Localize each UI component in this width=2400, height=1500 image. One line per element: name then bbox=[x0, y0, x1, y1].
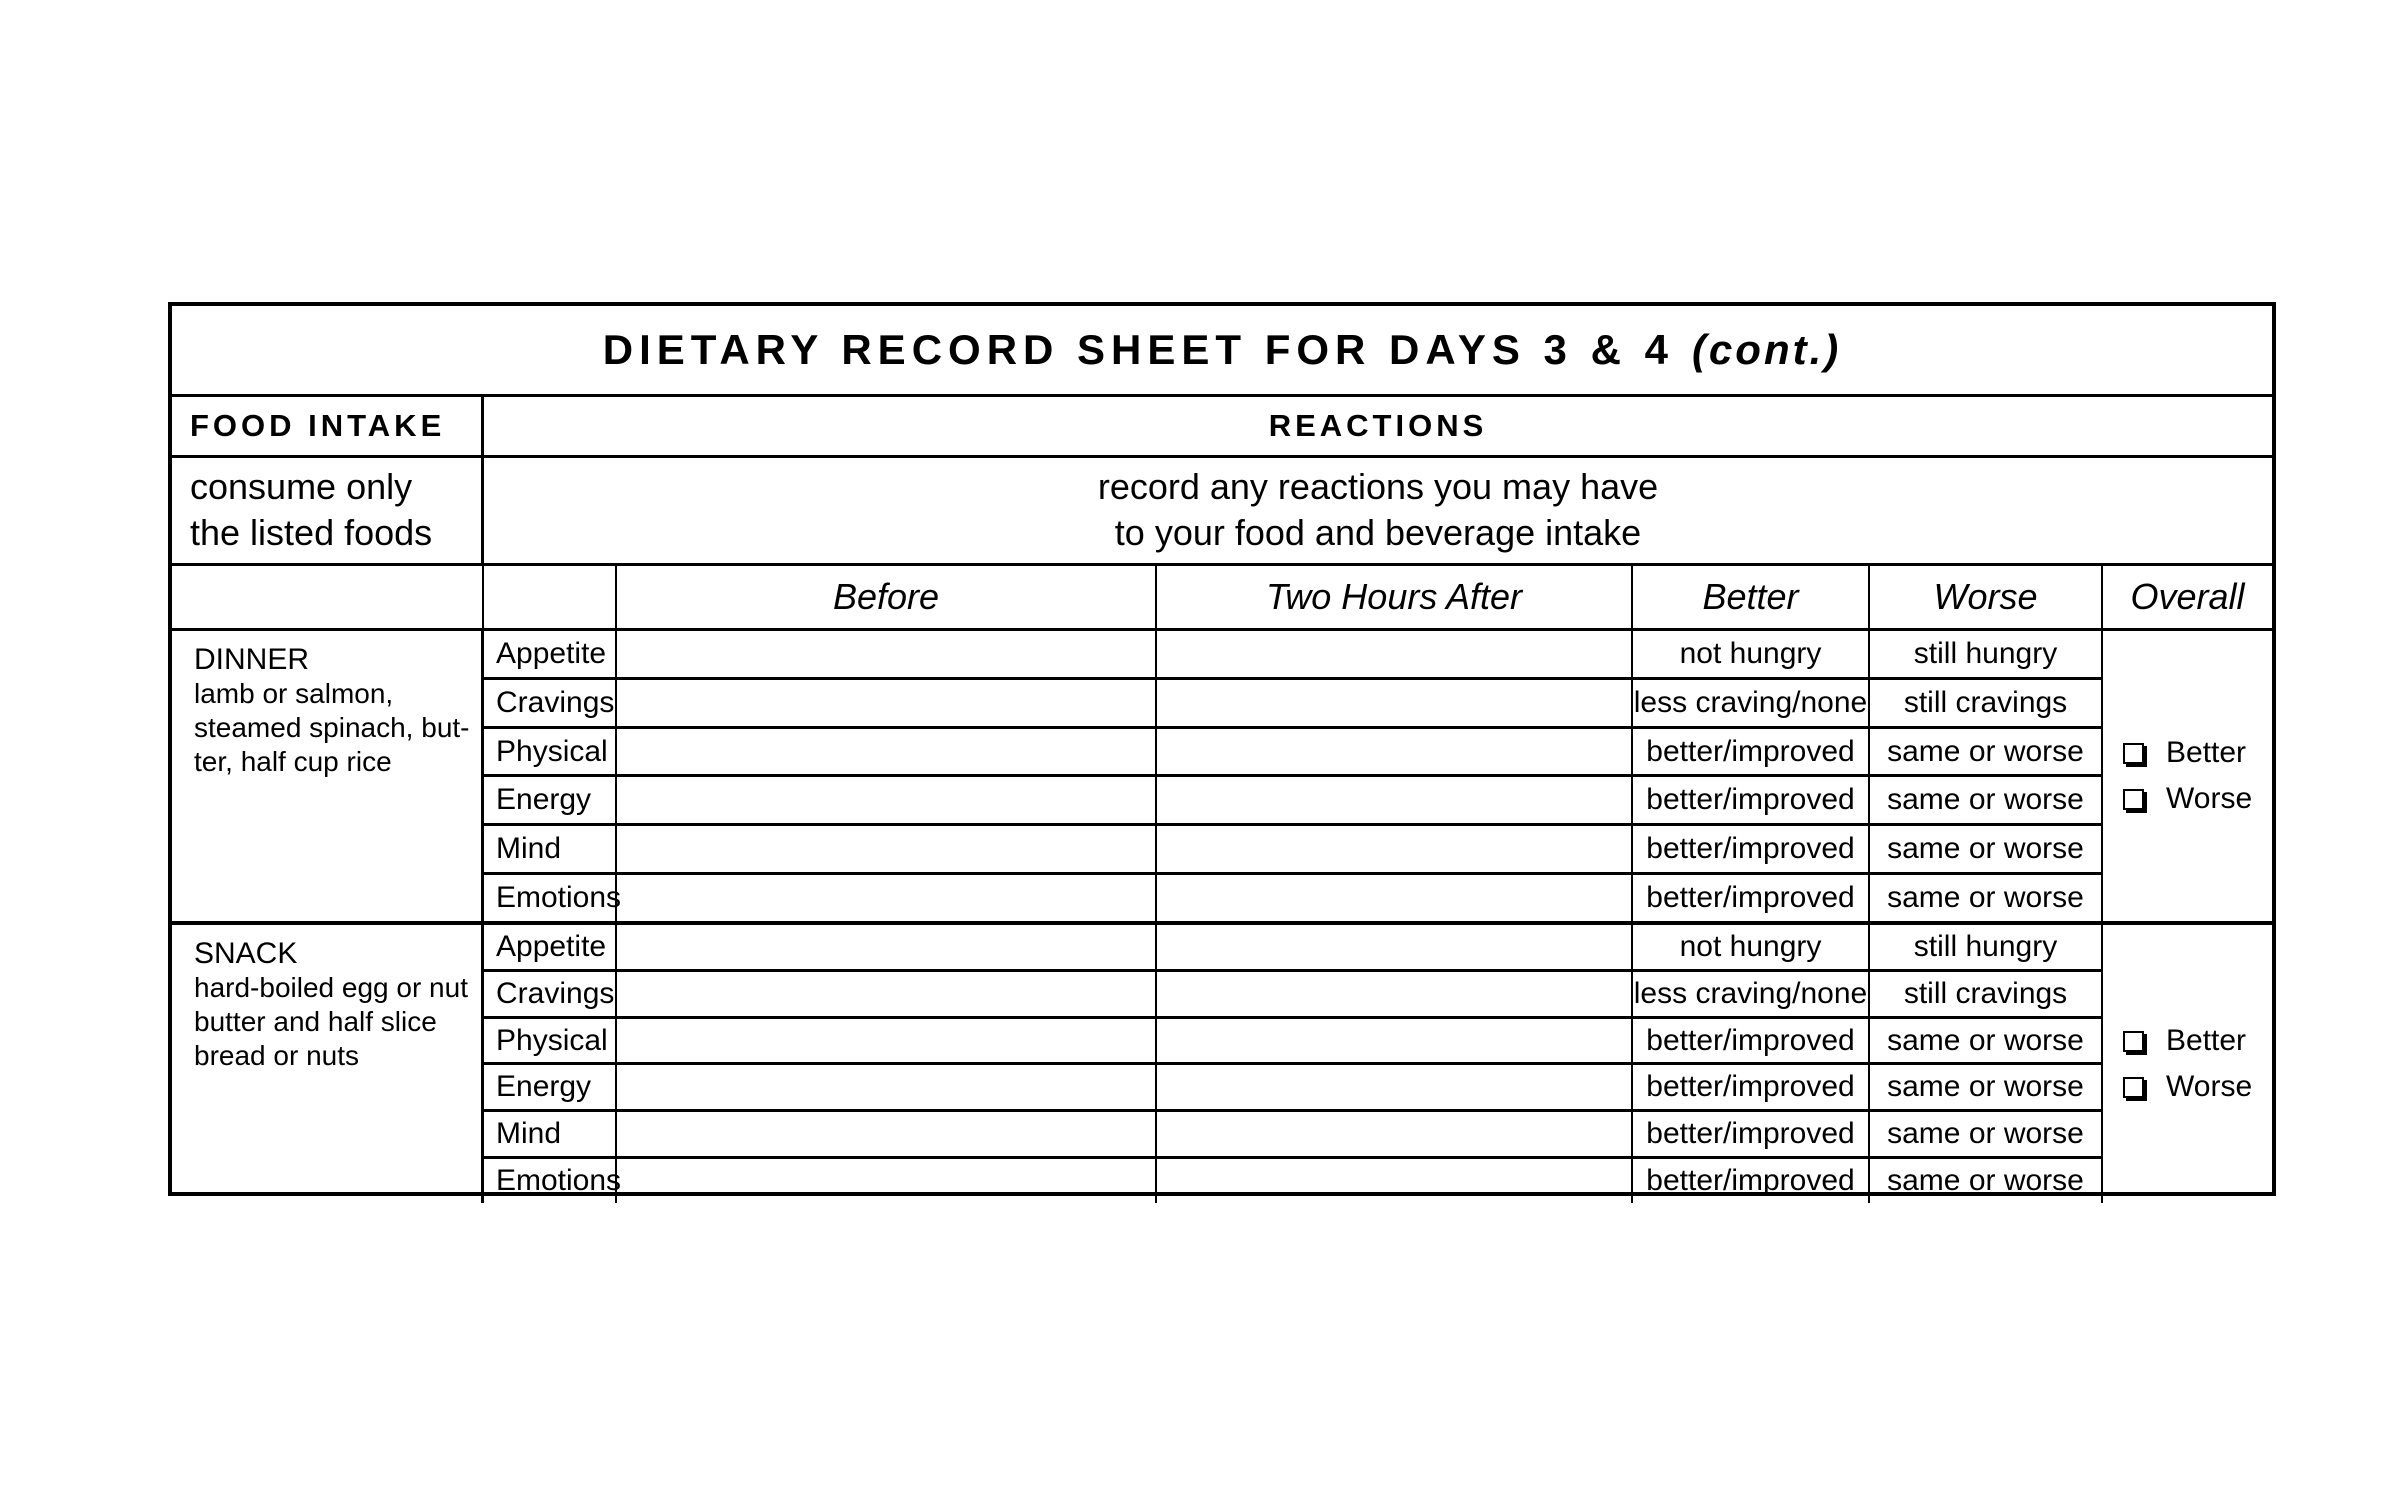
before-entry-cell[interactable] bbox=[617, 631, 1157, 677]
before-entry-cell[interactable] bbox=[617, 875, 1157, 921]
worse-option[interactable]: same or worse bbox=[1870, 1159, 2103, 1203]
reaction-row bbox=[484, 925, 2103, 972]
reaction-label: Physical bbox=[484, 1019, 617, 1063]
reaction-label: Mind bbox=[484, 1112, 617, 1156]
meal-food-line: steamed spinach, but- bbox=[194, 712, 470, 743]
reaction-label: Physical bbox=[484, 729, 617, 775]
meal-food-line: hard-boiled egg or nut bbox=[194, 972, 468, 1003]
before-column-header: Before bbox=[617, 566, 1157, 628]
better-option[interactable]: better/improved bbox=[1633, 1112, 1870, 1156]
before-entry-cell[interactable] bbox=[617, 729, 1157, 775]
reaction-row bbox=[484, 972, 2103, 1019]
before-entry-cell[interactable] bbox=[617, 925, 1157, 969]
reaction-label: Cravings bbox=[484, 972, 617, 1016]
after-column-header: Two Hours After bbox=[1157, 566, 1633, 628]
two-hours-after-entry-cell[interactable] bbox=[1157, 1065, 1633, 1109]
dietary-record-sheet bbox=[168, 302, 2276, 1196]
reaction-row bbox=[484, 1019, 2103, 1066]
reactions-header: REACTIONS bbox=[1268, 408, 1488, 443]
meal-food-cell bbox=[172, 925, 484, 1203]
meal-section-snack bbox=[172, 925, 2272, 1203]
better-option[interactable]: better/improved bbox=[1633, 729, 1870, 775]
two-hours-after-entry-cell[interactable] bbox=[1157, 972, 1633, 1016]
overall-option-worse[interactable] bbox=[2123, 776, 2272, 822]
better-column-header: Better bbox=[1633, 566, 1870, 628]
food-instructions bbox=[172, 458, 484, 563]
checkbox-icon[interactable] bbox=[2123, 743, 2144, 764]
reaction-instruction-line: record any reactions you may have bbox=[1097, 466, 1659, 507]
sheet-title bbox=[172, 306, 2272, 397]
checkbox-icon[interactable] bbox=[2123, 1077, 2144, 1098]
empty-header-cell bbox=[484, 566, 617, 628]
two-hours-after-entry-cell[interactable] bbox=[1157, 777, 1633, 823]
reaction-instruction-line: to your food and beverage intake bbox=[1114, 512, 1642, 553]
meal-section-dinner bbox=[172, 631, 2272, 925]
better-option[interactable]: not hungry bbox=[1633, 925, 1870, 969]
meal-food-line: lamb or salmon, bbox=[194, 678, 394, 709]
worse-option[interactable]: same or worse bbox=[1870, 1112, 2103, 1156]
checkbox-icon[interactable] bbox=[2123, 789, 2144, 810]
worse-option[interactable]: same or worse bbox=[1870, 875, 2103, 921]
better-option[interactable]: better/improved bbox=[1633, 1159, 1870, 1203]
overall-column-header: Overall bbox=[2130, 576, 2245, 617]
better-option[interactable]: better/improved bbox=[1633, 1019, 1870, 1063]
reaction-row bbox=[484, 631, 2103, 680]
meal-food-line: ter, half cup rice bbox=[194, 746, 392, 777]
worse-option[interactable]: still cravings bbox=[1870, 680, 2103, 726]
reaction-row bbox=[484, 826, 2103, 875]
overall-option-label: Better bbox=[2166, 736, 2247, 769]
reaction-label: Energy bbox=[484, 1065, 617, 1109]
reaction-label: Emotions bbox=[484, 875, 617, 921]
reaction-label: Cravings bbox=[484, 680, 617, 726]
reaction-label: Emotions bbox=[484, 1159, 617, 1203]
before-entry-cell[interactable] bbox=[617, 972, 1157, 1016]
reaction-row bbox=[484, 1065, 2103, 1112]
before-entry-cell[interactable] bbox=[617, 1019, 1157, 1063]
better-option[interactable]: better/improved bbox=[1633, 826, 1870, 872]
meal-food-line: bread or nuts bbox=[194, 1040, 359, 1071]
reaction-label: Energy bbox=[484, 777, 617, 823]
instructions-row bbox=[172, 458, 2272, 566]
better-option[interactable]: better/improved bbox=[1633, 875, 1870, 921]
overall-option-better[interactable] bbox=[2123, 730, 2272, 776]
before-entry-cell[interactable] bbox=[617, 1112, 1157, 1156]
worse-option[interactable]: same or worse bbox=[1870, 1065, 2103, 1109]
two-hours-after-entry-cell[interactable] bbox=[1157, 875, 1633, 921]
meal-name: SNACK bbox=[194, 937, 298, 970]
worse-option[interactable]: same or worse bbox=[1870, 826, 2103, 872]
meal-food-line: butter and half slice bbox=[194, 1006, 437, 1037]
reaction-row bbox=[484, 1112, 2103, 1159]
reaction-label: Mind bbox=[484, 826, 617, 872]
overall-option-better[interactable] bbox=[2123, 1018, 2272, 1064]
reaction-row bbox=[484, 680, 2103, 729]
worse-option[interactable]: still cravings bbox=[1870, 972, 2103, 1016]
overall-option-label: Worse bbox=[2166, 782, 2253, 815]
before-entry-cell[interactable] bbox=[617, 1065, 1157, 1109]
overall-option-label: Worse bbox=[2166, 1070, 2253, 1103]
food-intake-header: FOOD INTAKE bbox=[172, 397, 484, 455]
meal-food-cell bbox=[172, 631, 484, 921]
reaction-row bbox=[484, 729, 2103, 778]
reaction-rows bbox=[484, 925, 2103, 1203]
reaction-row bbox=[484, 875, 2103, 921]
reaction-rows bbox=[484, 631, 2103, 921]
title-suffix: (cont.) bbox=[1691, 326, 1842, 373]
meal-name: DINNER bbox=[194, 643, 310, 676]
title-main: DIETARY RECORD SHEET FOR DAYS 3 & 4 bbox=[602, 326, 1674, 373]
worse-option[interactable]: still hungry bbox=[1870, 925, 2103, 969]
two-hours-after-entry-cell[interactable] bbox=[1157, 826, 1633, 872]
worse-option[interactable]: same or worse bbox=[1870, 729, 2103, 775]
better-option[interactable]: not hungry bbox=[1633, 631, 1870, 677]
before-entry-cell[interactable] bbox=[617, 680, 1157, 726]
better-option[interactable]: less craving/none bbox=[1633, 972, 1870, 1016]
two-hours-after-entry-cell[interactable] bbox=[1157, 925, 1633, 969]
empty-header-cell bbox=[172, 566, 484, 628]
worse-option[interactable]: same or worse bbox=[1870, 1019, 2103, 1063]
overall-option-label: Better bbox=[2166, 1024, 2247, 1057]
worse-option[interactable]: same or worse bbox=[1870, 777, 2103, 823]
reaction-row bbox=[484, 1159, 2103, 1203]
reaction-label: Appetite bbox=[484, 631, 617, 677]
two-hours-after-entry-cell[interactable] bbox=[1157, 729, 1633, 775]
reaction-row bbox=[484, 777, 2103, 826]
better-option[interactable]: better/improved bbox=[1633, 777, 1870, 823]
food-instruction-line: the listed foods bbox=[190, 512, 433, 553]
overall-cell bbox=[2103, 925, 2272, 1203]
two-hours-after-entry-cell[interactable] bbox=[1157, 631, 1633, 677]
overall-cell bbox=[2103, 631, 2272, 921]
better-option[interactable]: less craving/none bbox=[1633, 680, 1870, 726]
before-entry-cell[interactable] bbox=[617, 1159, 1157, 1203]
section-header-row bbox=[172, 397, 2272, 458]
column-header-row bbox=[172, 566, 2272, 631]
two-hours-after-entry-cell[interactable] bbox=[1157, 1112, 1633, 1156]
two-hours-after-entry-cell[interactable] bbox=[1157, 680, 1633, 726]
before-entry-cell[interactable] bbox=[617, 777, 1157, 823]
reaction-label: Appetite bbox=[484, 925, 617, 969]
worse-option[interactable]: still hungry bbox=[1870, 631, 2103, 677]
worse-column-header: Worse bbox=[1870, 566, 2103, 628]
two-hours-after-entry-cell[interactable] bbox=[1157, 1159, 1633, 1203]
overall-option-worse[interactable] bbox=[2123, 1064, 2272, 1110]
better-option[interactable]: better/improved bbox=[1633, 1065, 1870, 1109]
reaction-instructions bbox=[484, 458, 2272, 563]
before-entry-cell[interactable] bbox=[617, 826, 1157, 872]
checkbox-icon[interactable] bbox=[2123, 1031, 2144, 1052]
two-hours-after-entry-cell[interactable] bbox=[1157, 1019, 1633, 1063]
food-instruction-line: consume only bbox=[190, 466, 413, 507]
